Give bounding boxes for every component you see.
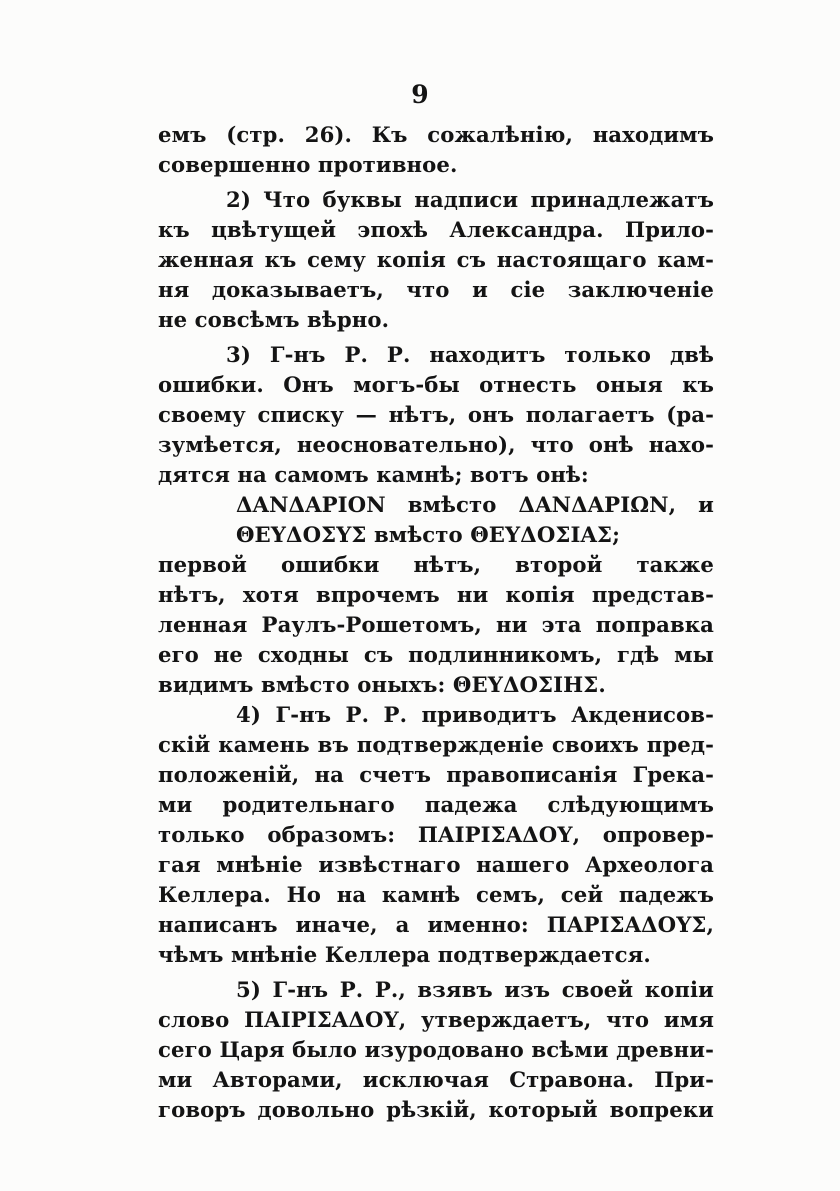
text-line: емъ (стр. 26). Къ сожалѣнію, находимъ: [158, 122, 714, 147]
text-line: первой ошибки нѣтъ, второй также: [158, 552, 714, 577]
text-line: не совсѣмъ вѣрно.: [158, 307, 390, 332]
body-text: [158, 120, 714, 1125]
page-number: 9: [411, 80, 429, 109]
text-line: 5) Г-нъ Р. Р., взявъ изъ своей копіи: [236, 977, 714, 1002]
text-line: только образомъ: ΠΑΙΡΙΣΑΔΟΥ, опровер-: [158, 822, 714, 847]
text-line: 2) Что буквы надписи принадлежатъ: [226, 187, 714, 212]
text-line: положеній, на счетъ правописанія Грека-: [158, 762, 714, 787]
text-line: гая мнѣніе извѣстнаго нашего Археолога: [158, 852, 714, 877]
text-line: видимъ вмѣсто оныхъ: ΘΕΥΔΟΣΙΗΣ.: [158, 672, 606, 697]
text-line: Келлера. Но на камнѣ семъ, сей падежъ: [158, 882, 714, 907]
text-line: написанъ иначе, а именно: ΠΑΡΙΣΑΔΟΥΣ,: [158, 912, 714, 937]
greek-text-line: ΘΕΥΔΟΣΥΣ вмѣсто ΘΕΥΔΟΣΙΑΣ;: [236, 522, 621, 547]
text-line: совершенно противное.: [158, 152, 458, 177]
text-line: скій камень въ подтвержденіе своихъ пред-: [158, 732, 714, 757]
text-line: 3) Г-нъ Р. Р. находитъ только двѣ: [226, 342, 714, 367]
greek-text-line: ΔΑΝΔΑΡΙΟΝ вмѣсто ΔΑΝΔΑΡΙΩΝ, и: [236, 492, 714, 517]
text-line: ошибки. Онъ могъ-бы отнесть оныя къ: [158, 372, 714, 397]
text-line: своему списку — нѣтъ, онъ полагаетъ (ра-: [158, 402, 714, 427]
text-line: нѣтъ, хотя впрочемъ ни копія представ-: [158, 582, 714, 607]
text-line: ми Авторами, исключая Стравона. При-: [158, 1067, 714, 1092]
text-line: говоръ довольно рѣзкій, который вопреки: [158, 1097, 714, 1122]
text-line: къ цвѣтущей эпохѣ Александра. Прило-: [158, 217, 714, 242]
text-line: ми родительнаго падежа слѣдующимъ: [158, 792, 714, 817]
text-line: сего Царя было изуродовано всѣми древни-: [158, 1037, 714, 1062]
text-line: его не сходны съ подлинникомъ, гдѣ мы: [158, 642, 714, 667]
text-line: чѣмъ мнѣніе Келлера подтверждается.: [158, 942, 651, 967]
text-line: зумѣется, неосновательно), что онѣ нахо-: [158, 432, 714, 457]
text-line: дятся на самомъ камнѣ; вотъ онѣ:: [158, 462, 589, 487]
text-line: ня доказываетъ, что и сіе заключеніе: [158, 277, 714, 302]
text-line: женная къ сему копія съ настоящаго кам-: [158, 247, 714, 272]
text-line: 4) Г-нъ Р. Р. приводитъ Акденисов-: [236, 702, 714, 727]
text-line: ленная Раулъ-Рошетомъ, ни эта поправка: [158, 612, 714, 637]
text-line: слово ΠΑΙΡΙΣΑΔΟΥ, утверждаетъ, что имя: [158, 1007, 714, 1032]
